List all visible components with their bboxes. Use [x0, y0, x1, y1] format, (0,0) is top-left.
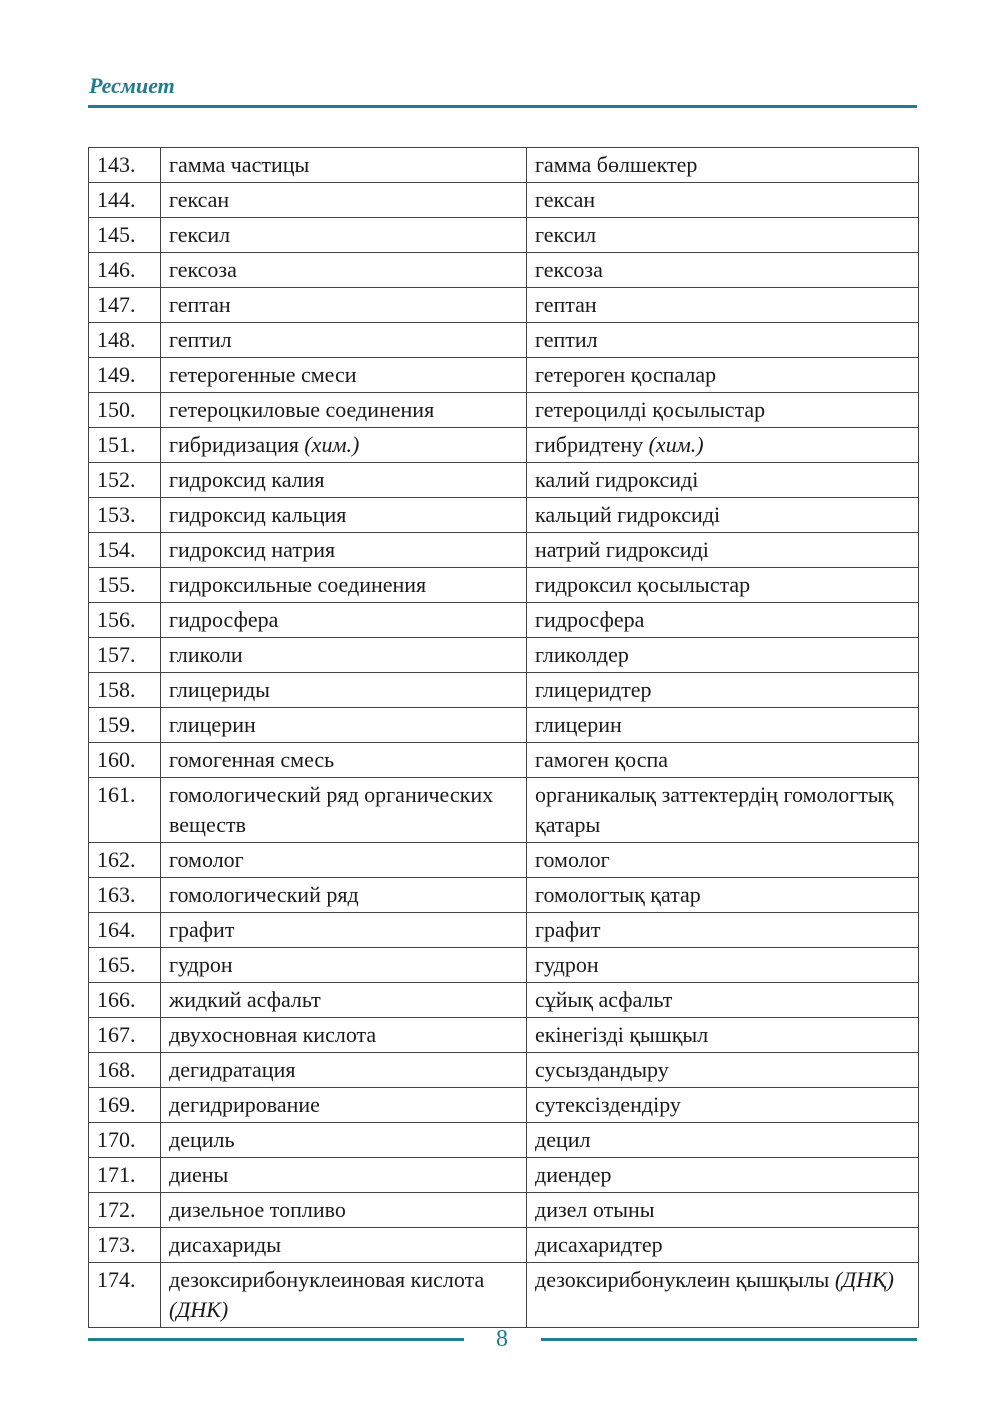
- term-russian-text: гидроксид кальция: [169, 502, 347, 527]
- table-row: [89, 1053, 919, 1088]
- term-russian: [161, 568, 527, 603]
- term-number: 148.: [89, 323, 161, 358]
- term-number: 146.: [89, 253, 161, 288]
- term-russian-text: дисахариды: [169, 1232, 281, 1257]
- table-row: [89, 913, 919, 948]
- term-kazakh-text: глицеридтер: [535, 677, 652, 702]
- term-russian: [161, 1193, 527, 1228]
- table-row: [89, 288, 919, 323]
- term-number: 161.: [89, 778, 161, 843]
- term-russian: [161, 1018, 527, 1053]
- table-row: [89, 1158, 919, 1193]
- term-kazakh-text: гамма бөлшектер: [535, 152, 698, 177]
- term-kazakh: [527, 778, 919, 843]
- term-kazakh-note: (хим.): [648, 432, 704, 457]
- term-kazakh: [527, 183, 919, 218]
- term-kazakh-text: сутексіздендіру: [535, 1092, 681, 1117]
- term-russian: [161, 778, 527, 843]
- term-russian-text: гамма частицы: [169, 152, 310, 177]
- term-russian-note: (ДНК): [169, 1297, 229, 1322]
- term-number: 145.: [89, 218, 161, 253]
- table-row: [89, 253, 919, 288]
- terminology-table: [88, 147, 919, 1328]
- term-number: 153.: [89, 498, 161, 533]
- term-russian-text: гетерогенные смеси: [169, 362, 357, 387]
- term-kazakh: [527, 1158, 919, 1193]
- term-russian-text: глицериды: [169, 677, 270, 702]
- table-row: [89, 218, 919, 253]
- term-kazakh-text: диендер: [535, 1162, 612, 1187]
- term-kazakh: [527, 743, 919, 778]
- table-row: [89, 533, 919, 568]
- term-number: 159.: [89, 708, 161, 743]
- term-kazakh-text: натрий гидроксиді: [535, 537, 709, 562]
- table-row: [89, 983, 919, 1018]
- term-russian: [161, 1053, 527, 1088]
- table-row: [89, 843, 919, 878]
- term-russian: [161, 1228, 527, 1263]
- table-row: [89, 638, 919, 673]
- table-row: [89, 148, 919, 183]
- table-row: [89, 1193, 919, 1228]
- term-number: 170.: [89, 1123, 161, 1158]
- term-kazakh: [527, 983, 919, 1018]
- term-kazakh-text: гексан: [535, 187, 596, 212]
- term-kazakh-text: дизел отыны: [535, 1197, 655, 1222]
- term-russian-text: гомолог: [169, 847, 244, 872]
- term-kazakh: [527, 568, 919, 603]
- term-kazakh: [527, 1088, 919, 1123]
- term-russian-text: гомологический ряд: [169, 882, 359, 907]
- term-russian: [161, 843, 527, 878]
- term-number: 167.: [89, 1018, 161, 1053]
- term-number: 158.: [89, 673, 161, 708]
- term-kazakh: [527, 498, 919, 533]
- term-russian: [161, 603, 527, 638]
- term-russian: [161, 673, 527, 708]
- term-russian: [161, 983, 527, 1018]
- term-number: 173.: [89, 1228, 161, 1263]
- term-number: 169.: [89, 1088, 161, 1123]
- term-number: 152.: [89, 463, 161, 498]
- term-russian-text: жидкий асфальт: [169, 987, 321, 1012]
- term-kazakh-note: (ДНҚ): [834, 1267, 894, 1292]
- table-row: [89, 1228, 919, 1263]
- term-russian-text: графит: [169, 917, 235, 942]
- table-row: [89, 948, 919, 983]
- term-kazakh-text: органикалық заттектердің гомологтық қатары: [535, 782, 894, 837]
- term-russian-text: гликоли: [169, 642, 243, 667]
- term-kazakh-text: калий гидроксиді: [535, 467, 699, 492]
- term-kazakh: [527, 708, 919, 743]
- term-number: 174.: [89, 1263, 161, 1328]
- term-russian-text: гексоза: [169, 257, 237, 282]
- table-row: [89, 878, 919, 913]
- term-russian-text: гомогенная смесь: [169, 747, 335, 772]
- term-kazakh: [527, 948, 919, 983]
- term-kazakh: [527, 218, 919, 253]
- footer-divider-left: [88, 1338, 464, 1341]
- term-russian: [161, 1123, 527, 1158]
- term-kazakh: [527, 1263, 919, 1328]
- term-russian-text: гексил: [169, 222, 231, 247]
- term-russian-text: гидроксильные соединения: [169, 572, 427, 597]
- term-number: 156.: [89, 603, 161, 638]
- term-russian-text: дециль: [169, 1127, 235, 1152]
- table-row: [89, 1018, 919, 1053]
- term-kazakh-text: гомологтық қатар: [535, 882, 701, 907]
- term-number: 150.: [89, 393, 161, 428]
- term-russian: [161, 428, 527, 463]
- term-russian: [161, 948, 527, 983]
- term-russian: [161, 253, 527, 288]
- term-kazakh: [527, 253, 919, 288]
- term-kazakh-text: глицерин: [535, 712, 622, 737]
- term-russian-note: (хим.): [304, 432, 360, 457]
- term-kazakh: [527, 533, 919, 568]
- term-russian-text: гидроксид натрия: [169, 537, 336, 562]
- term-kazakh: [527, 878, 919, 913]
- term-kazakh-text: гомолог: [535, 847, 610, 872]
- term-number: 154.: [89, 533, 161, 568]
- term-russian-text: дезоксирибонуклеиновая кислота: [169, 1267, 485, 1292]
- table-row: [89, 708, 919, 743]
- header-divider: [88, 105, 917, 108]
- term-number: 172.: [89, 1193, 161, 1228]
- term-kazakh-text: кальций гидроксиді: [535, 502, 721, 527]
- table-row: [89, 743, 919, 778]
- term-russian: [161, 1158, 527, 1193]
- term-number: 165.: [89, 948, 161, 983]
- term-russian: [161, 708, 527, 743]
- term-russian: [161, 878, 527, 913]
- table-row: [89, 183, 919, 218]
- term-kazakh: [527, 1123, 919, 1158]
- term-russian-text: дегидратация: [169, 1057, 296, 1082]
- term-kazakh-text: графит: [535, 917, 601, 942]
- term-number: 162.: [89, 843, 161, 878]
- term-russian-text: гомологический ряд органических веществ: [169, 782, 494, 837]
- term-russian: [161, 218, 527, 253]
- term-russian-text: гидроксид калия: [169, 467, 325, 492]
- footer-divider-right: [541, 1338, 917, 1341]
- term-kazakh-text: гидросфера: [535, 607, 645, 632]
- term-kazakh: [527, 913, 919, 948]
- term-russian-text: двухосновная кислота: [169, 1022, 377, 1047]
- term-kazakh: [527, 673, 919, 708]
- term-number: 164.: [89, 913, 161, 948]
- table-row: [89, 393, 919, 428]
- term-kazakh: [527, 1018, 919, 1053]
- term-russian: [161, 358, 527, 393]
- term-russian: [161, 913, 527, 948]
- term-number: 166.: [89, 983, 161, 1018]
- term-kazakh: [527, 1053, 919, 1088]
- table-row: [89, 603, 919, 638]
- term-number: 149.: [89, 358, 161, 393]
- table-row: [89, 1263, 919, 1328]
- term-russian: [161, 463, 527, 498]
- term-kazakh: [527, 428, 919, 463]
- term-number: 151.: [89, 428, 161, 463]
- term-russian-text: гексан: [169, 187, 230, 212]
- term-russian: [161, 638, 527, 673]
- term-number: 168.: [89, 1053, 161, 1088]
- term-number: 171.: [89, 1158, 161, 1193]
- term-kazakh: [527, 323, 919, 358]
- term-number: 147.: [89, 288, 161, 323]
- term-russian-text: гептан: [169, 292, 231, 317]
- term-russian-text: гетероцкиловые соединения: [169, 397, 435, 422]
- term-number: 160.: [89, 743, 161, 778]
- term-russian: [161, 743, 527, 778]
- term-kazakh-text: дезоксирибонуклеин қышқылы: [535, 1267, 830, 1292]
- term-russian-text: диены: [169, 1162, 229, 1187]
- term-russian: [161, 148, 527, 183]
- term-russian-text: гибридизация: [169, 432, 299, 457]
- term-kazakh-text: дисахаридтер: [535, 1232, 663, 1257]
- term-kazakh: [527, 288, 919, 323]
- term-kazakh: [527, 393, 919, 428]
- table-row: [89, 1123, 919, 1158]
- term-russian: [161, 1088, 527, 1123]
- term-russian-text: гудрон: [169, 952, 233, 977]
- term-russian: [161, 533, 527, 568]
- term-kazakh: [527, 1193, 919, 1228]
- term-kazakh-text: гамоген қоспа: [535, 747, 669, 772]
- term-kazakh-text: гудрон: [535, 952, 599, 977]
- term-russian-text: гидросфера: [169, 607, 279, 632]
- table-row: [89, 498, 919, 533]
- term-kazakh-text: гибридтену: [535, 432, 644, 457]
- term-kazakh-text: гидроксил қосылыстар: [535, 572, 751, 597]
- page-header-title: Ресмиет: [89, 73, 175, 98]
- term-number: 155.: [89, 568, 161, 603]
- table-row: [89, 1088, 919, 1123]
- term-kazakh: [527, 1228, 919, 1263]
- term-number: 163.: [89, 878, 161, 913]
- term-number: 144.: [89, 183, 161, 218]
- term-kazakh-text: гексоза: [535, 257, 603, 282]
- page-number: 8: [496, 1326, 508, 1352]
- table-row: [89, 428, 919, 463]
- table-row: [89, 568, 919, 603]
- term-kazakh-text: децил: [535, 1127, 591, 1152]
- term-kazakh: [527, 463, 919, 498]
- term-russian-text: дегидрирование: [169, 1092, 320, 1117]
- term-kazakh: [527, 603, 919, 638]
- table-row: [89, 778, 919, 843]
- term-kazakh-text: гексил: [535, 222, 597, 247]
- term-kazakh-text: гетероген қоспалар: [535, 362, 717, 387]
- term-russian: [161, 498, 527, 533]
- term-kazakh: [527, 843, 919, 878]
- table-row: [89, 358, 919, 393]
- terminology-table-body: [89, 148, 919, 1328]
- term-kazakh-text: гликолдер: [535, 642, 629, 667]
- term-kazakh-text: екінегізді қышқыл: [535, 1022, 709, 1047]
- term-kazakh-text: сусыздандыру: [535, 1057, 669, 1082]
- term-russian: [161, 288, 527, 323]
- term-russian: [161, 1263, 527, 1328]
- term-kazakh-text: гептан: [535, 292, 597, 317]
- term-kazakh-text: сұйық асфальт: [535, 987, 673, 1012]
- term-russian-text: глицерин: [169, 712, 256, 737]
- table-row: [89, 673, 919, 708]
- term-number: 157.: [89, 638, 161, 673]
- term-russian-text: дизельное топливо: [169, 1197, 346, 1222]
- term-kazakh: [527, 358, 919, 393]
- term-kazakh: [527, 148, 919, 183]
- term-russian-text: гептил: [169, 327, 232, 352]
- term-russian: [161, 393, 527, 428]
- term-number: 143.: [89, 148, 161, 183]
- term-kazakh-text: гептил: [535, 327, 598, 352]
- table-row: [89, 463, 919, 498]
- table-row: [89, 323, 919, 358]
- term-russian: [161, 183, 527, 218]
- term-kazakh: [527, 638, 919, 673]
- term-kazakh-text: гетероцилді қосылыстар: [535, 397, 766, 422]
- term-russian: [161, 323, 527, 358]
